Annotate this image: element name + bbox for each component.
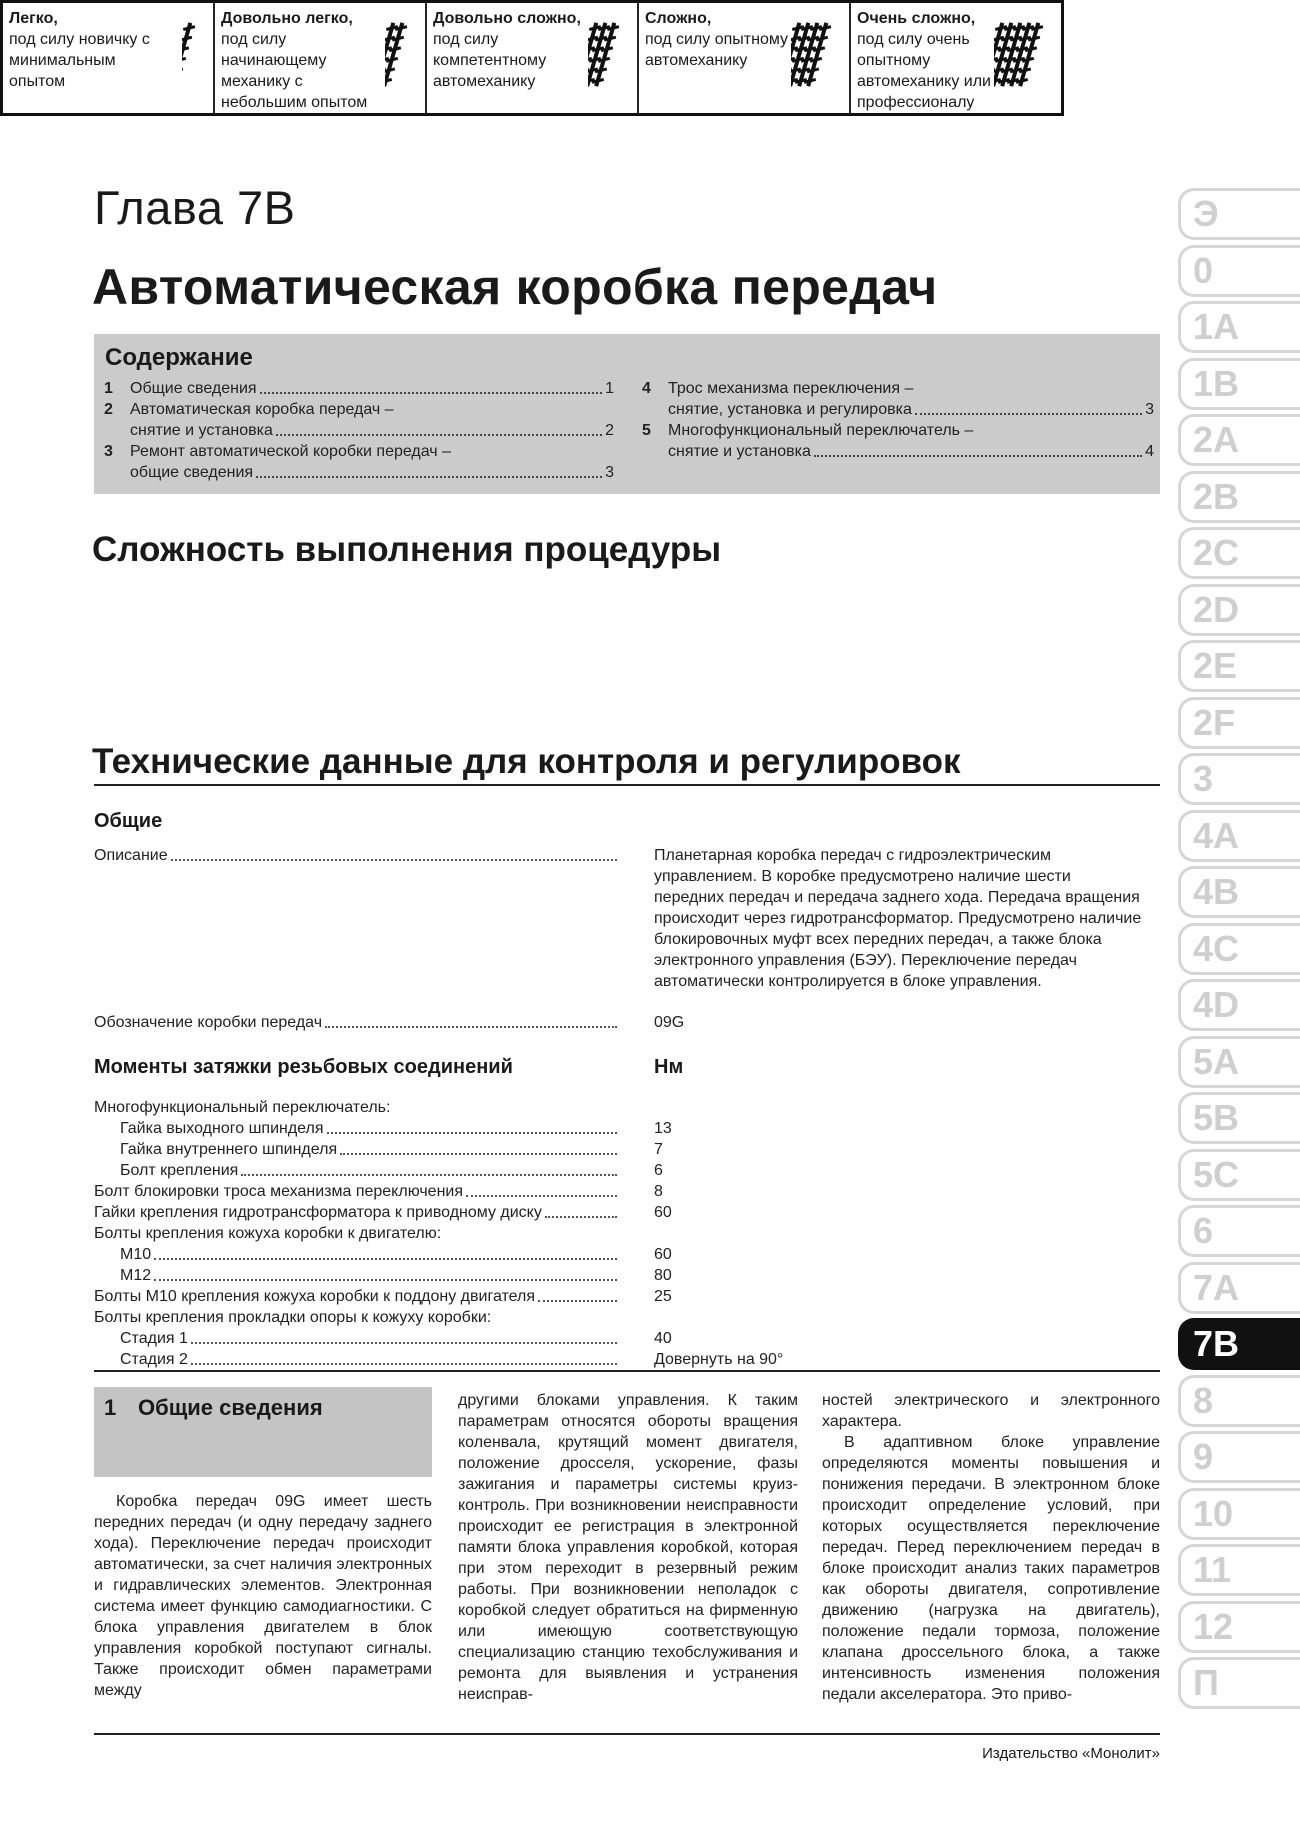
leader-dots (340, 1139, 617, 1155)
text-column-2 (458, 1390, 798, 1705)
torque-row (120, 1160, 620, 1181)
wrench-icon (385, 21, 408, 88)
chapter-tab-п[interactable]: П (1178, 1657, 1300, 1709)
toc-line (130, 378, 614, 399)
chapter-tab-7a[interactable]: 7A (1178, 1262, 1300, 1314)
difficulty-desc: под силу очень опытному автомеханику или профессионалу (857, 31, 991, 111)
chapter-tab-2e[interactable]: 2E (1178, 640, 1300, 692)
toc-line (668, 378, 1154, 399)
leader-dots (191, 1349, 617, 1365)
torque-value: 60 (654, 1204, 672, 1221)
toc-text (668, 378, 1154, 420)
torque-row (94, 1307, 620, 1328)
toc-text (130, 441, 614, 483)
toc-leader (276, 420, 602, 436)
leader-dots (191, 1328, 617, 1344)
section-1-box (94, 1387, 432, 1477)
torque-row (120, 1349, 620, 1370)
leader-dots (327, 1118, 617, 1134)
description-label-line (94, 845, 620, 866)
torque-label: М10 (120, 1246, 152, 1263)
toc-entry (104, 399, 614, 441)
difficulty-desc: под силу новичку с минимальным опытом (9, 31, 150, 90)
chapter-tab-э[interactable]: Э (1178, 188, 1300, 240)
toc-leader (256, 462, 602, 478)
torque-row (94, 1223, 620, 1244)
torque-row (120, 1328, 620, 1349)
difficulty-level (849, 3, 1061, 113)
paragraph: ностей электрического и электронного характера. (822, 1392, 1160, 1430)
toc-entry (642, 420, 1154, 462)
toc-line-text: Трос механизма переключения – (668, 380, 914, 397)
contents-left-column (104, 378, 614, 483)
toc-line-text: общие сведения (130, 464, 254, 481)
leader-dots (545, 1202, 617, 1218)
general-heading: Общие (94, 810, 163, 832)
contents-heading: Содержание (105, 344, 253, 371)
difficulty-scale (0, 0, 1064, 116)
torque-value: 13 (654, 1120, 672, 1137)
chapter-tab-4a[interactable]: 4A (1178, 810, 1300, 862)
difficulty-desc: под силу опытному автомеханику (645, 31, 789, 69)
torque-label: Болты крепления кожуха коробки к двигателю: (94, 1225, 442, 1242)
toc-line (130, 420, 614, 441)
designation-line (94, 1012, 620, 1033)
torque-row (120, 1244, 620, 1265)
toc-line-text: Автоматическая коробка передач – (130, 401, 394, 418)
toc-leader (260, 378, 603, 394)
leader-dots (241, 1160, 617, 1176)
chapter-tab-1a[interactable]: 1A (1178, 301, 1300, 353)
chapter-tab-3[interactable]: 3 (1178, 753, 1300, 805)
toc-number: 3 (104, 443, 113, 460)
page-title: Автоматическая коробка передач (92, 259, 938, 315)
footer-divider (94, 1733, 1160, 1735)
toc-page: 3 (1145, 401, 1154, 418)
chapter-tab-7b[interactable]: 7B (1178, 1318, 1300, 1370)
toc-entry (104, 378, 614, 399)
designation-value: 09G (654, 1014, 685, 1031)
toc-text (130, 378, 614, 399)
torque-label: Гайка выходного шпинделя (120, 1120, 324, 1137)
chapter-tab-10[interactable]: 10 (1178, 1488, 1300, 1540)
toc-line (668, 441, 1154, 462)
chapter-tab-1b[interactable]: 1B (1178, 358, 1300, 410)
toc-line (130, 441, 614, 462)
toc-page: 4 (1145, 443, 1154, 460)
torque-value: 80 (654, 1267, 672, 1284)
wrench-icon (994, 13, 1053, 103)
torque-row (120, 1139, 620, 1160)
wrench-icon (588, 13, 629, 103)
torque-label: Гайки крепления гидротрансформатора к приводному диску (94, 1204, 542, 1221)
torque-label: Стадия 2 (120, 1351, 188, 1368)
chapter-tab-2c[interactable]: 2C (1178, 527, 1300, 579)
chapter-tab-5b[interactable]: 5B (1178, 1092, 1300, 1144)
toc-line (668, 399, 1154, 420)
difficulty-title: Очень сложно, (857, 10, 976, 27)
torque-heading: Моменты затяжки резьбовых соединений (94, 1056, 513, 1078)
torque-value: 8 (654, 1183, 663, 1200)
section-1-title: Общие сведения (138, 1395, 323, 1420)
chapter-tab-2b[interactable]: 2B (1178, 471, 1300, 523)
torque-value: 40 (654, 1330, 672, 1347)
difficulty-heading: Сложность выполнения процедуры (92, 530, 722, 569)
difficulty-text (857, 8, 1007, 113)
section-1-number: 1 (104, 1395, 117, 1420)
torque-row (94, 1202, 620, 1223)
toc-number: 2 (104, 401, 113, 418)
toc-page: 1 (605, 380, 614, 397)
contents-right-column (642, 378, 1154, 462)
description-label: Описание (94, 847, 168, 864)
toc-line-text: снятие, установка и регулировка (668, 401, 912, 418)
chapter-tab-2d[interactable]: 2D (1178, 584, 1300, 636)
torque-row (120, 1265, 620, 1286)
torque-label: Болт крепления (120, 1162, 239, 1179)
designation-label: Обозначение коробки передач (94, 1014, 323, 1031)
toc-number: 4 (642, 380, 651, 397)
chapter-tab-12[interactable]: 12 (1178, 1601, 1300, 1653)
difficulty-text (433, 8, 583, 92)
toc-text (668, 420, 1154, 462)
difficulty-text (645, 8, 795, 71)
difficulty-level (637, 3, 849, 113)
chapter-tab-5a[interactable]: 5A (1178, 1036, 1300, 1088)
torque-value: 25 (654, 1288, 672, 1305)
difficulty-desc: под силу начинающему механику с небольшим опытом (221, 31, 368, 111)
toc-number: 1 (104, 380, 113, 397)
contents-box (94, 334, 1160, 494)
toc-line-text: Ремонт автоматической коробки передач – (130, 443, 451, 460)
torque-value: 6 (654, 1162, 663, 1179)
difficulty-text (221, 8, 371, 113)
wrench-icon (182, 21, 196, 88)
difficulty-level (3, 3, 213, 113)
difficulty-title: Довольно легко, (221, 10, 353, 27)
difficulty-title: Легко, (9, 10, 58, 27)
torque-label: Болты М10 крепления кожуха коробки к поддону двигателя (94, 1288, 535, 1305)
chapter-tab-2f[interactable]: 2F (1178, 697, 1300, 749)
toc-entry (642, 378, 1154, 420)
torque-label: Болты крепления прокладки опоры к кожуху коробки: (94, 1309, 492, 1326)
leader-dots (466, 1181, 617, 1197)
chapter-tab-9[interactable]: 9 (1178, 1431, 1300, 1483)
chapter-tab-4b[interactable]: 4B (1178, 866, 1300, 918)
chapter-tab-11[interactable]: 11 (1178, 1544, 1300, 1596)
toc-text (130, 399, 614, 441)
torque-row (94, 1286, 620, 1307)
toc-line-text: Общие сведения (130, 380, 257, 397)
text-column-1 (94, 1491, 432, 1701)
wrench-icon (791, 13, 841, 103)
paragraph: другими блоками управления. К таким параметрам относятся обороты вращения коленвала, крутящий момент двигателя, положение дросселя, ускорение, фазы зажигания и параметры системы круиз-контроль. При возникновении неисправности происходит ее регистрация в электронной памяти блока управления коробкой, которая при этом переходит в резервный режим работы. При возникновении неполадок с коробкой следует обратиться на фирменную или имеющую соответствующую специализацию станцию техобслуживания и ремонта для выявления и устранения неисправ- (458, 1392, 798, 1703)
toc-leader (814, 441, 1142, 457)
difficulty-title: Сложно, (645, 10, 712, 27)
chapter-tab-4d[interactable]: 4D (1178, 979, 1300, 1031)
difficulty-text (9, 8, 159, 92)
leader-dots (154, 1244, 617, 1260)
leader-dots (538, 1286, 617, 1302)
wrench-icon (385, 13, 417, 103)
toc-line-text: Многофункциональный переключатель – (668, 422, 974, 439)
torque-row (94, 1097, 620, 1118)
chapter-tab-8[interactable]: 8 (1178, 1375, 1300, 1427)
section-divider (94, 1370, 1160, 1372)
toc-leader (915, 399, 1142, 415)
torque-label: Гайка внутреннего шпинделя (120, 1141, 338, 1158)
publisher: Издательство «Монолит» (982, 1745, 1160, 1762)
torque-label: Многофункциональный переключатель: (94, 1099, 391, 1116)
torque-row (94, 1181, 620, 1202)
difficulty-level (425, 3, 637, 113)
torque-value: 7 (654, 1141, 663, 1158)
difficulty-level (213, 3, 425, 113)
toc-page: 2 (605, 422, 614, 439)
paragraph: В адаптивном блоке управление определяются моменты повышения и понижения передачи. В электронном блоке происходит определение условий, при которых осуществляется переключение передач. Перед переключением передач в блоке происходит анализ таких параметров как обороты двигателя, сопротивление движению (нагрузка на двигатель), положение педали тормоза, положение клапана дроссельного блока, а также интенсивность изменения положения педали акселератора. Это приво- (822, 1434, 1160, 1703)
description-text: Планетарная коробка передач с гидроэлектрическим управлением. В коробке предусмотрено наличие шести передних передач и передача заднего хода. Передача вращения происходит через гидротрансформатор. Предусмотрено наличие блокировочных муфт всех передних передач, а также блока электронного управления (БЭУ). Переключение передач автоматически контролируется в блоке управления. (654, 847, 1142, 990)
torque-label: Болт блокировки троса механизма переключения (94, 1183, 464, 1200)
leader-dots (154, 1265, 617, 1281)
paragraph: Коробка передач 09G имеет шесть передних передач (и одну передачу заднего хода). Переключение передач происходит автоматически, за счет наличия электронных и гидравлических элементов. Электронная система имеет функцию самодиагностики. С блока управления двигателем в блок управления коробкой поступают сигналы. Также происходит обмен параметрами между (94, 1493, 432, 1699)
torque-label: М12 (120, 1267, 152, 1284)
chapter-label: Глава 7В (94, 181, 296, 234)
text-column-3 (822, 1390, 1160, 1705)
wrench-icon (182, 13, 205, 103)
toc-line (668, 420, 1154, 441)
torque-row (120, 1118, 620, 1139)
chapter-tab-0[interactable]: 0 (1178, 245, 1300, 297)
difficulty-desc: под силу компетентному автомеханику (433, 31, 547, 90)
toc-line-text: снятие и установка (130, 422, 273, 439)
torque-value: 60 (654, 1246, 672, 1263)
toc-number: 5 (642, 422, 651, 439)
chapter-tab-2a[interactable]: 2A (1178, 414, 1300, 466)
chapter-tab-5c[interactable]: 5C (1178, 1149, 1300, 1201)
difficulty-title: Довольно сложно, (433, 10, 581, 27)
torque-unit: Нм (654, 1056, 684, 1078)
specs-heading: Технические данные для контроля и регулировок (92, 742, 961, 781)
toc-line (130, 399, 614, 420)
toc-page: 3 (605, 464, 614, 481)
toc-line-text: снятие и установка (668, 443, 811, 460)
toc-line (130, 462, 614, 483)
toc-entry (104, 441, 614, 483)
specs-divider (94, 784, 1160, 786)
chapter-tab-6[interactable]: 6 (1178, 1205, 1300, 1257)
torque-value: Довернуть на 90° (654, 1351, 784, 1368)
torque-label: Стадия 1 (120, 1330, 188, 1347)
chapter-tab-4c[interactable]: 4C (1178, 923, 1300, 975)
